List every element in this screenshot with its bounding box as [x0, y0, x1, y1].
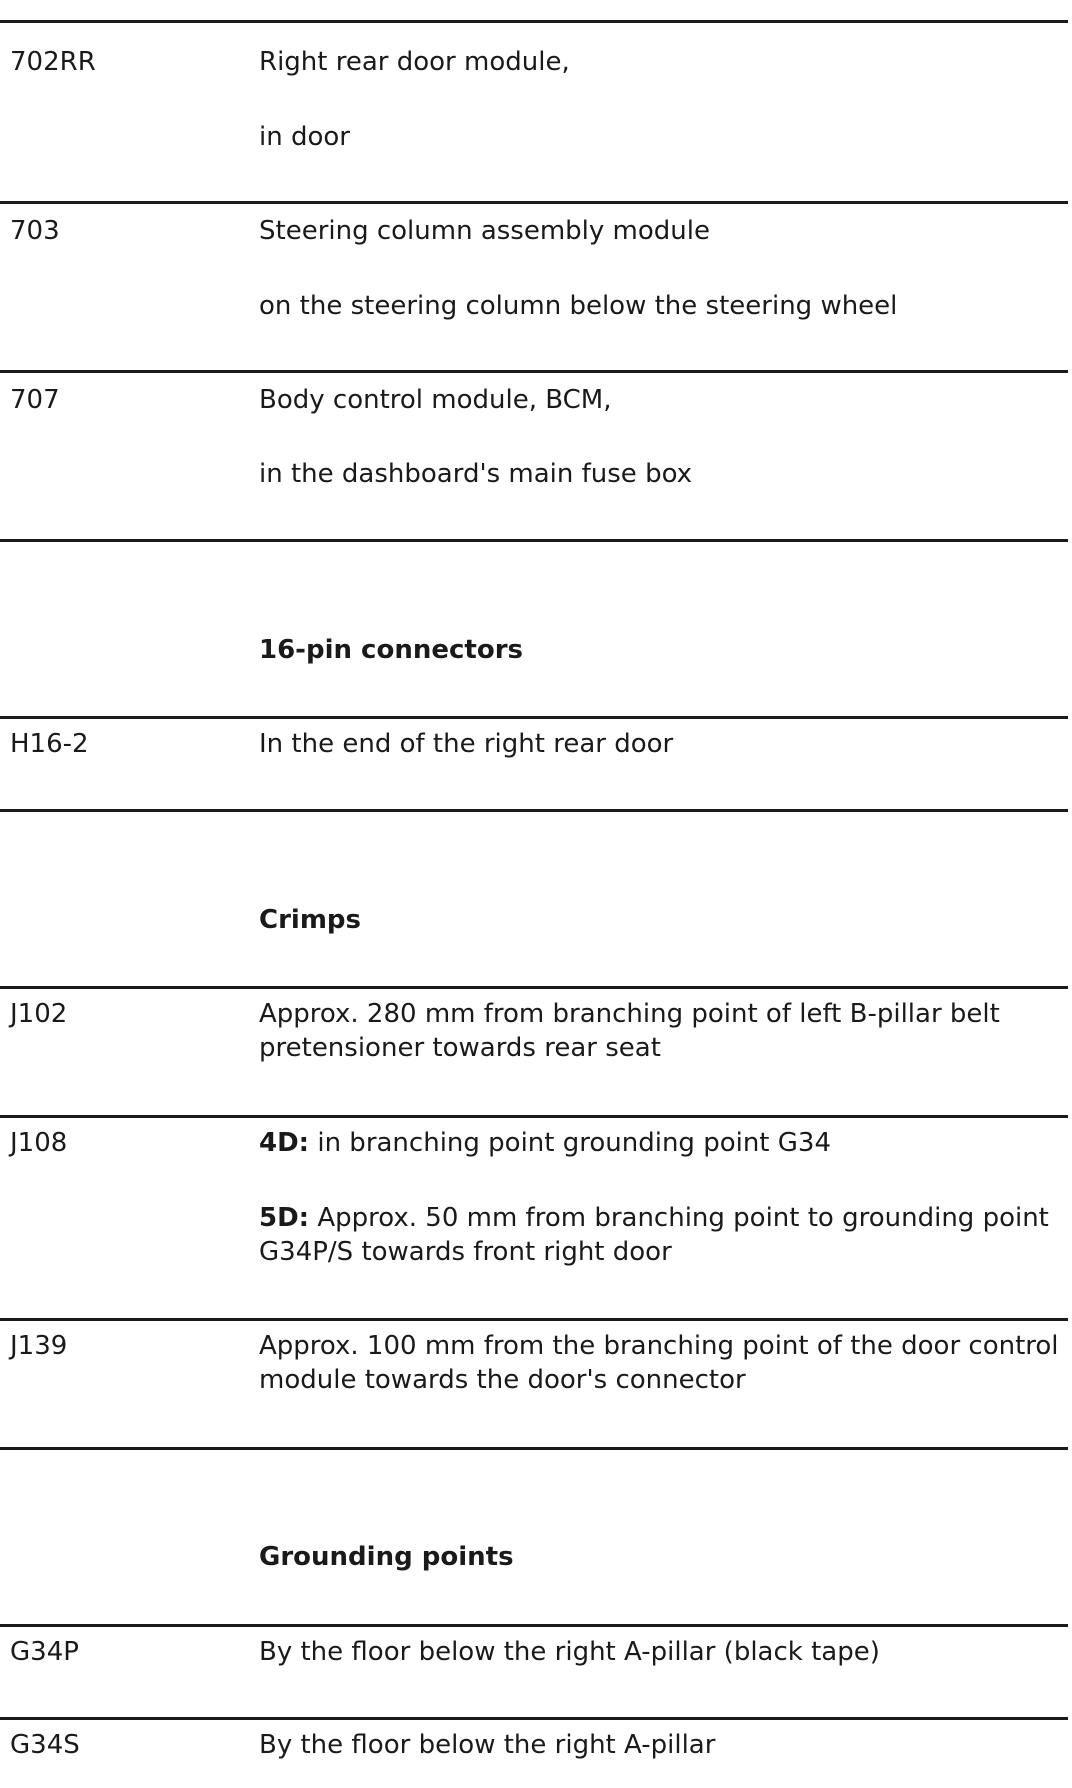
component-code: 702RR	[10, 47, 96, 77]
component-description: Steering column assembly module	[259, 216, 710, 246]
divider	[0, 809, 1068, 812]
crimp-location-5d	[259, 1201, 1059, 1269]
grounding-code: G34P	[10, 1637, 79, 1667]
component-description: Right rear door module,	[259, 47, 570, 77]
crimp-code: J108	[10, 1128, 68, 1158]
variant-text: in branching point grounding point G34	[309, 1128, 831, 1158]
divider	[0, 370, 1068, 373]
crimp-code: J102	[10, 999, 68, 1029]
grounding-location: By the floor below the right A-pillar	[259, 1730, 716, 1760]
component-code: 707	[10, 385, 60, 415]
section-heading: 16-pin connectors	[259, 635, 523, 665]
divider	[0, 716, 1068, 719]
divider	[0, 1318, 1068, 1321]
variant-label: 4D:	[259, 1128, 310, 1158]
divider	[0, 1115, 1068, 1118]
grounding-location: By the floor below the right A-pillar (black tape)	[259, 1637, 880, 1667]
divider	[0, 20, 1068, 23]
connector-location: In the end of the right rear door	[259, 729, 674, 759]
crimp-code: J139	[10, 1331, 68, 1361]
component-description: Body control module, BCM,	[259, 385, 612, 415]
crimp-location: Approx. 280 mm from branching point of left B-pillar belt pretensioner towards rear seat	[259, 999, 1000, 1063]
component-location: in door	[259, 122, 350, 152]
divider	[0, 986, 1068, 989]
divider	[0, 1447, 1068, 1450]
component-code: 703	[10, 216, 60, 246]
divider	[0, 201, 1068, 204]
section-heading: Crimps	[259, 905, 361, 935]
divider	[0, 1717, 1068, 1720]
divider	[0, 1624, 1068, 1627]
component-location: on the steering column below the steering wheel	[259, 291, 898, 321]
divider	[0, 539, 1068, 542]
crimp-location-4d	[259, 1126, 1059, 1160]
grounding-code: G34S	[10, 1730, 80, 1760]
section-heading: Grounding points	[259, 1542, 514, 1572]
crimp-location: Approx. 100 mm from the branching point of the door control module towards the door's connector	[259, 1331, 1059, 1395]
connector-code: H16-2	[10, 729, 89, 759]
variant-text: Approx. 50 mm from branching point to grounding point G34P/S towards front right door	[259, 1203, 1049, 1267]
component-location: in the dashboard's main fuse box	[259, 459, 693, 489]
variant-label: 5D:	[259, 1203, 310, 1233]
